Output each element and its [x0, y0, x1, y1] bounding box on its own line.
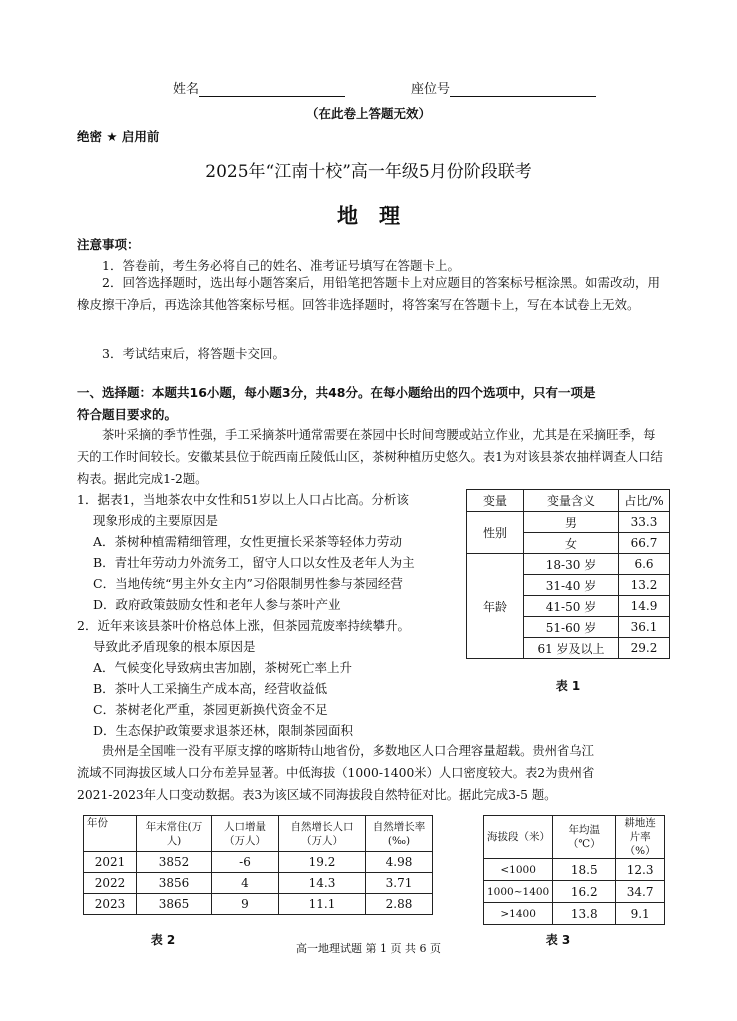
table-1: [466, 489, 670, 659]
seat-label: 座位号: [411, 82, 451, 97]
table2-cell: 3852: [137, 852, 212, 873]
table2-cell: 2.88: [366, 894, 433, 915]
table-2: [83, 815, 433, 915]
table2-header-natural-growth: 自然增长人口（万人）: [279, 816, 366, 852]
name-label: 姓名: [173, 82, 200, 97]
table1-gender-label: 性别: [467, 512, 524, 554]
seat-field: [411, 78, 596, 97]
table1-cell: 14.9: [619, 596, 670, 617]
q2-option-d: D．生态保护政策要求退茶还林，限制茶园面积: [93, 723, 354, 738]
q1-option-d: D．政府政策鼓励女性和老年人参与茶叶产业: [93, 597, 341, 612]
table1-cell: 66.7: [619, 533, 670, 554]
name-field: [173, 78, 345, 97]
table2-cell: 14.3: [279, 873, 366, 894]
table1-cell: 33.3: [619, 512, 670, 533]
table2-header-year: 年份: [84, 816, 137, 852]
table2-header-population: 年末常住(万人): [137, 816, 212, 852]
table2-cell: 3856: [137, 873, 212, 894]
instruction-3: 3．考试结束后，将答题卡交回。: [102, 346, 285, 361]
answer-note: （在此卷上答题无效）: [305, 106, 431, 121]
passage-2: [77, 740, 667, 806]
table2-cell: 4.98: [366, 852, 433, 873]
table3-header-temperature: 年均温（℃）: [553, 816, 616, 859]
table2-header-increment: 人口增量（万人）: [212, 816, 279, 852]
table1-cell: 61 岁及以上: [524, 638, 619, 659]
q1-option-c: C．当地传统“男主外女主内”习俗限制男性参与茶园经营: [93, 576, 403, 591]
q2-option-c: C．茶树老化严重，茶园更新换代资金不足: [93, 702, 328, 717]
table3-header-farmland: 耕地连片率（%）: [616, 816, 665, 859]
table3-cell: 18.5: [553, 859, 616, 881]
table3-cell: 12.3: [616, 859, 665, 881]
question-2: [77, 615, 410, 741]
q2-stem-line2: 导致此矛盾现象的根本原因是: [93, 639, 256, 654]
table1-header-variable: 变量: [467, 490, 524, 512]
table1-cell: 6.6: [619, 554, 670, 575]
q2-stem-line1: 2．近年来该县茶叶价格总体上涨，但茶园荒废率持续攀升。: [77, 618, 410, 633]
table3-cell: >1400: [484, 903, 553, 925]
seat-blank: [450, 82, 596, 97]
table2-cell: 2022: [84, 873, 137, 894]
table1-header-meaning: 变量含义: [524, 490, 619, 512]
passage2-line3: 2021-2023年人口变动数据。表3为该区域不同海拔段自然特征对比。据此完成3-5 题。: [77, 788, 557, 802]
passage2-line1: 贵州是全国唯一没有平原支撑的喀斯特山地省份，多数地区人口合理容量超载。贵州省乌江: [102, 744, 594, 758]
table1-cell: 男: [524, 512, 619, 533]
table-3: [483, 815, 665, 925]
table3-header-altitude: 海拔段（米）: [484, 816, 553, 859]
table3-cell: <1000: [484, 859, 553, 881]
subject-title: 地 理: [337, 204, 400, 228]
table2-cell: 9: [212, 894, 279, 915]
table1-cell: 18-30 岁: [524, 554, 619, 575]
table1-cell: 51-60 岁: [524, 617, 619, 638]
q2-option-a: A．气候变化导致病虫害加剧，茶树死亡率上升: [93, 660, 353, 675]
section1-heading-line1: 一、选择题：本题共16小题，每小题3分，共48分。在每小题给出的四个选项中，只有一项是: [77, 385, 596, 400]
table3-cell: 16.2: [553, 881, 616, 903]
table3-cell: 9.1: [616, 903, 665, 925]
table1-cell: 31-40 岁: [524, 575, 619, 596]
table2-caption: 表 2: [150, 933, 176, 947]
q1-option-a: A．茶树种植需精细管理，女性更擅长采茶等轻体力劳动: [93, 534, 403, 549]
table2-cell: -6: [212, 852, 279, 873]
table2-cell: 2023: [84, 894, 137, 915]
instructions-heading: 注意事项：: [77, 237, 140, 252]
table2-cell: 2021: [84, 852, 137, 873]
q1-stem-line1: 1．据表1，当地茶农中女性和51岁以上人口占比高。分析该: [77, 492, 409, 507]
table1-cell: 女: [524, 533, 619, 554]
table1-header-share: 占比/%: [619, 490, 670, 512]
name-blank: [199, 82, 345, 97]
table2-cell: 11.1: [279, 894, 366, 915]
table1-cell: 36.1: [619, 617, 670, 638]
table3-cell: 1000~1400: [484, 881, 553, 903]
instruction-1: 1．答卷前，考生务必将自己的姓名、准考证号填写在答题卡上。: [102, 258, 460, 273]
table2-cell: 3.71: [366, 873, 433, 894]
secret-label: 绝密 ★ 启用前: [77, 129, 160, 144]
passage-1: 茶叶采摘的季节性强，手工采摘茶叶通常需要在茶园中长时间弯腰或站立作业，尤其是在采摘旺季，每天的工作时间较长。安徽某县位于皖西南丘陵低山区，茶树种植历史悠久。表1为对该县茶农抽样调查人口结构表。据此完成1-2题。: [77, 428, 663, 486]
instruction-2: 2．回答选择题时，选出每小题答案后，用铅笔把答题卡上对应题目的答案标号框涂黑。如需改动，用橡皮擦干净后，再选涂其他答案标号框。回答非选择题时，将答案写在答题卡上，写在本试卷上无效。: [77, 275, 660, 312]
table1-cell: 29.2: [619, 638, 670, 659]
table1-caption: 表 1: [555, 679, 581, 693]
table3-cell: 13.8: [553, 903, 616, 925]
table3-cell: 34.7: [616, 881, 665, 903]
question-1: [77, 489, 415, 615]
exam-title: 2025年“江南十校”高一年级5月份阶段联考: [205, 162, 532, 182]
q1-stem-line2: 现象形成的主要原因是: [93, 513, 219, 528]
table2-header-growth-rate: 自然增长率(‰): [366, 816, 433, 852]
table2-cell: 19.2: [279, 852, 366, 873]
q1-option-b: B．青壮年劳动力外流务工，留守人口以女性及老年人为主: [93, 555, 415, 570]
q2-option-b: B．茶叶人工采摘生产成本高，经营收益低: [93, 681, 328, 696]
page-footer: 高一地理试题 第 1 页 共 6 页: [296, 942, 441, 955]
passage2-line2: 流域不同海拔区域人口分布差异显著。中低海拔（1000-1400米）人口密度较大。表2为贵州省: [77, 766, 595, 780]
table3-caption: 表 3: [545, 933, 571, 947]
table1-age-label: 年龄: [467, 554, 524, 659]
table1-cell: 13.2: [619, 575, 670, 596]
section1-heading-line2: 符合题目要求的。: [77, 407, 178, 422]
table2-cell: 3865: [137, 894, 212, 915]
table1-cell: 41-50 岁: [524, 596, 619, 617]
table2-cell: 4: [212, 873, 279, 894]
